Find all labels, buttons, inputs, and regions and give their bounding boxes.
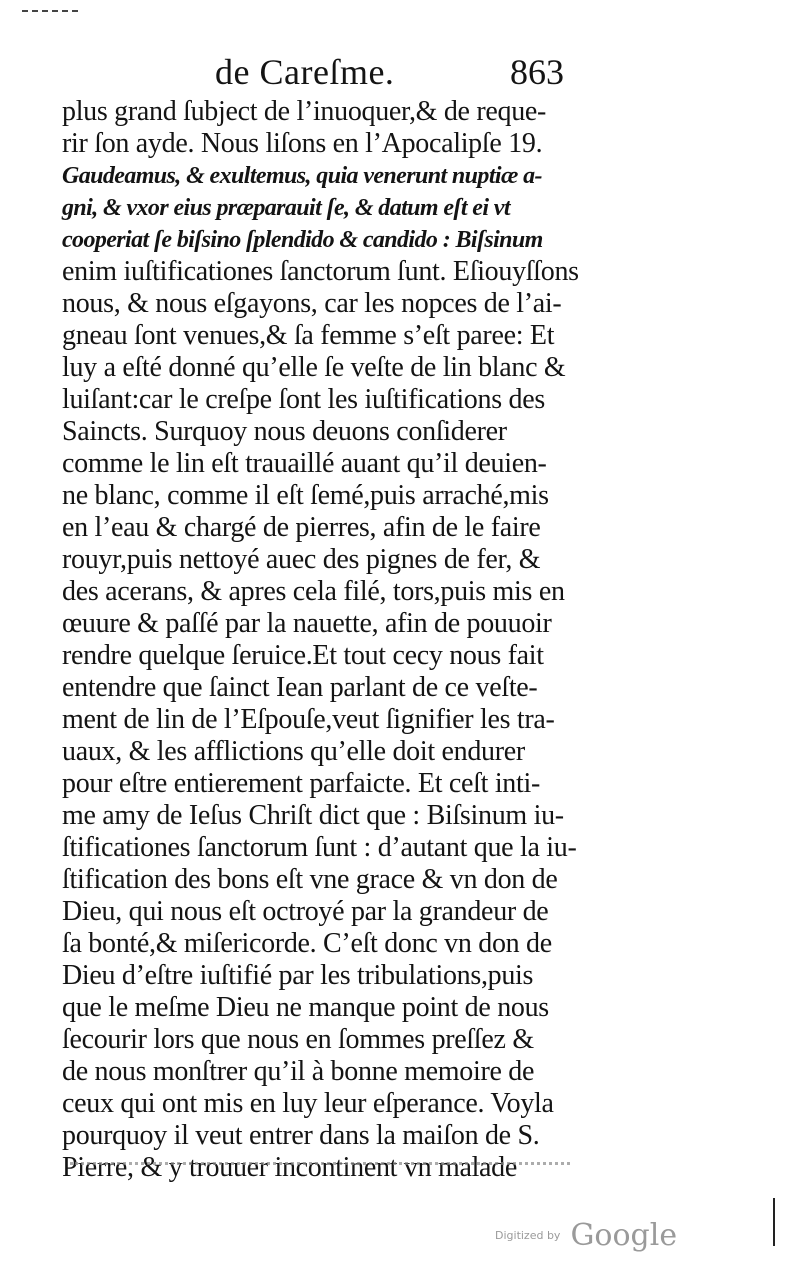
cut-off-line-remnant [70,1162,570,1173]
text-line: ment de lin de l’Eſpouſe,veut ſignifier les tra- [62,704,555,735]
text-line: gneau ſont venues,& ſa femme s’eſt paree: Et [62,320,555,351]
text-line-latin: Gaudeamus, & exultemus, quia venerunt nuptiæ a- [62,163,542,189]
page-header [0,50,787,96]
text-line: ſtificationes ſanctorum ſunt : d’autant que la iu- [62,832,577,863]
text-line: pour eſtre entierement parfaicte. Et ceſt inti- [62,768,540,799]
text-line: uaux, & les afflictions qu’elle doit endurer [62,736,525,767]
text-line: œuure & paſſé par la nauette, afin de pouuoir [62,608,552,639]
text-line: des acerans, & apres cela filé, tors,puis mis en [62,576,565,607]
text-line: ſecourir lors que nous en ſommes preſſez & [62,1024,534,1055]
text-line: de nous monſtrer qu’il à bonne memoire de [62,1056,535,1087]
text-line: ſtification des bons eſt vne grace & vn don de [62,864,558,895]
text-line-latin: cooperiat ſe biſsino ſplendido & candido : Biſsinum [62,227,543,253]
text-line: entendre que ſainct Iean parlant de ce veſte- [62,672,538,703]
text-line: ſa bonté,& miſericorde. C’eſt donc vn don de [62,928,552,959]
text-line-latin: gni, & vxor eius præparauit ſe, & datum eſt ei vt [62,195,510,221]
page-number: 863 [510,52,564,92]
text-line: Pierre, & y trouuer incontinent vn malade [62,1152,518,1183]
text-line: pourquoy il veut entrer dans la maiſon de S. [62,1120,540,1151]
text-line: enim iuſtificationes ſanctorum ſunt. Eſiouyſſons [62,256,579,287]
text-line: Dieu d’eſtre iuſtifié par les tribulations,puis [62,960,534,991]
text-line: luiſant:car le creſpe ſont les iuſtifications des [62,384,545,415]
text-line: luy a eſté donné qu’elle ſe veſte de lin blanc & [62,352,566,383]
text-line: rouyr,puis nettoyé auec des pignes de fer, & [62,544,541,575]
text-line: ne blanc, comme il eſt ſemé,puis arraché,mis [62,480,549,511]
text-line: rir ſon ayde. Nous liſons en l’Apocalipſe 19. [62,128,543,159]
text-line: Dieu, qui nous eſt octroyé par la grandeur de [62,896,549,927]
text-line: ceux qui ont mis en luy leur eſperance. Voyla [62,1088,554,1119]
text-line: me amy de Ieſus Chriſt dict que : Biſsinum iu- [62,800,564,831]
text-line: en l’eau & chargé de pierres, afin de le faire [62,512,541,543]
watermark-brand: Google [570,1218,678,1253]
top-edge-mark [22,10,78,12]
text-line: nous, & nous eſgayons, car les nopces de l’ai- [62,288,562,319]
text-line: que le meſme Dieu ne manque point de nous [62,992,549,1023]
scan-edge-mark [773,1198,775,1246]
text-line: Saincts. Surquoy nous deuons conſiderer [62,416,507,447]
body-text [62,96,582,1184]
text-line: comme le lin eſt trauaillé auant qu’il deuien- [62,448,547,479]
watermark-prefix: Digitized by [495,1229,561,1242]
text-line: rendre quelque ſeruice.Et tout cecy nous fait [62,640,544,671]
running-title: de Careſme. [215,52,395,92]
google-watermark [495,1218,677,1258]
text-line: plus grand ſubject de l’inuoquer,& de reque- [62,96,547,127]
